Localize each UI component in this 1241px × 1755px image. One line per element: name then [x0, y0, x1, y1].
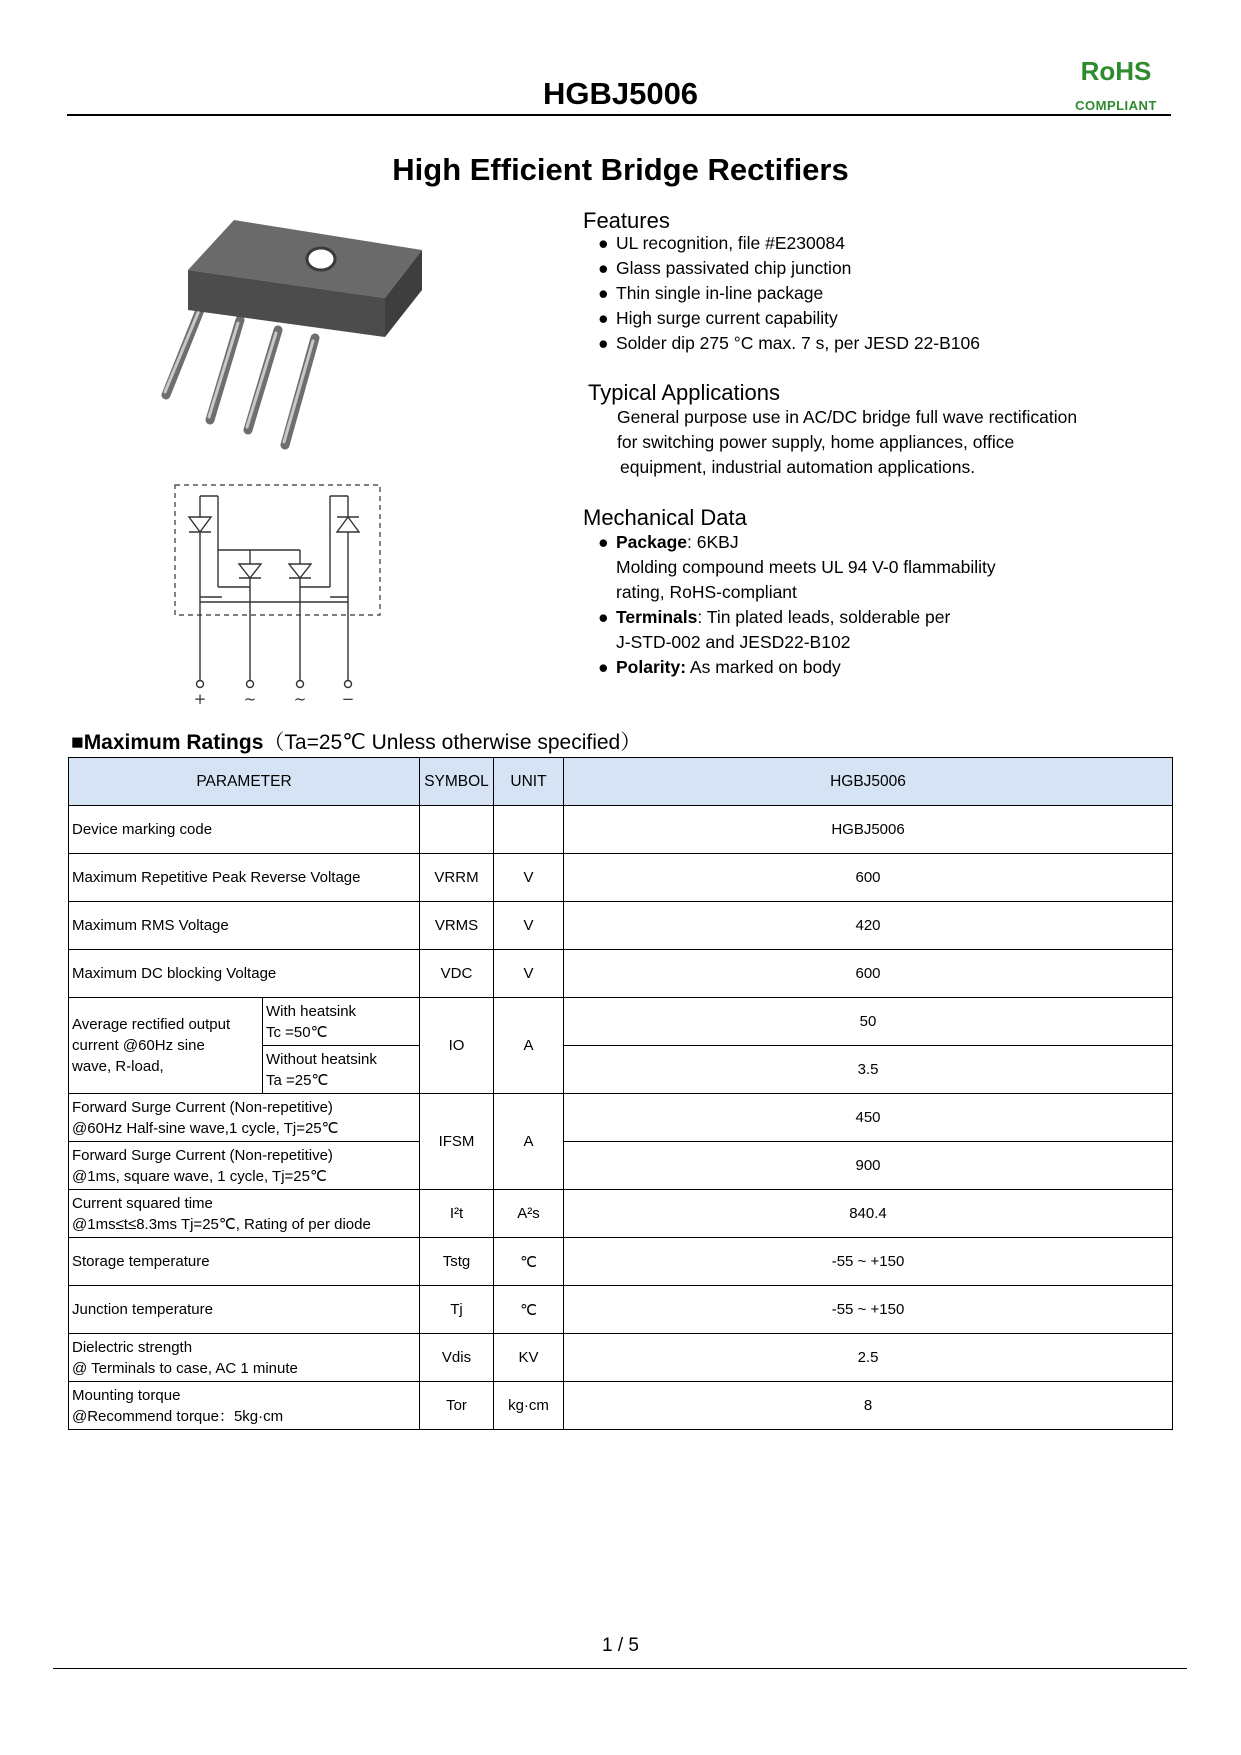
feature-item: ● High surge current capability [598, 308, 838, 328]
col-header-parameter: PARAMETER [69, 758, 420, 806]
header-part-number: HGBJ5006 [542, 76, 699, 111]
pin-label-ac1: ~ [243, 690, 257, 707]
pin-label-plus: + [193, 690, 207, 707]
table-row: Storage temperature Tstg ℃ -55 ~ +150 [69, 1238, 1173, 1286]
table-row: Average rectified output current @60Hz sine wave, R-load, With heatsink Tc =50℃ IO A 50 [69, 998, 1173, 1046]
col-header-symbol: SYMBOL [420, 758, 494, 806]
table-row: Maximum RMS Voltage VRMS V 420 [69, 902, 1173, 950]
mechanical-heading: Mechanical Data [583, 505, 747, 530]
table-row: Forward Surge Current (Non-repetitive) @1ms, square wave, 1 cycle, Tj=25℃ 900 [69, 1142, 1173, 1190]
table-row: Device marking code HGBJ5006 [69, 806, 1173, 854]
document-title: High Efficient Bridge Rectifiers [392, 152, 849, 187]
mechanical-list: ● Package: 6KBJ Molding compound meets UL 94 V-0 flammability rating, RoHS-compliant ● Terminals: Tin plated leads, solderable per J-STD-002 and JESD22-B102 ● Polarity: As marked on body [598, 532, 996, 677]
table-row: Current squared time @1ms≤t≤8.3ms Tj=25℃, Rating of per diode I²t A²s 840.4 [69, 1190, 1173, 1238]
table-row: Forward Surge Current (Non-repetitive) @60Hz Half-sine wave,1 cycle, Tj=25℃ IFSM A 450 [69, 1094, 1173, 1142]
col-header-value: HGBJ5006 [564, 758, 1173, 806]
header-rule [67, 114, 1171, 116]
rohs-compliant-label: COMPLIANT [1075, 98, 1157, 113]
package-image [150, 210, 440, 460]
footer-rule [53, 1668, 1187, 1669]
feature-item: ● Solder dip 275 °C max. 7 s, per JESD 22-B106 [598, 333, 980, 353]
applications-heading: Typical Applications [588, 380, 780, 405]
table-row: Dielectric strength @ Terminals to case, AC 1 minute Vdis KV 2.5 [69, 1334, 1173, 1382]
max-ratings-table [68, 757, 1173, 1430]
table-row: Mounting torque @Recommend torque：5kg·cm Tor kg·cm 8 [69, 1382, 1173, 1430]
features-heading: Features [583, 208, 670, 233]
applications-text: General purpose use in AC/DC bridge full wave rectification for switching power supply, home appliances, office equipment, industrial automation applications. [617, 407, 1078, 477]
table-header-row [69, 758, 1173, 806]
features-list [598, 231, 980, 356]
ratings-heading: ■Maximum Ratings（Ta=25℃ Unless otherwise specified） [71, 731, 642, 754]
table-row: Without heatsink Ta =25℃ 3.5 [69, 1046, 1173, 1094]
table-row: Junction temperature Tj ℃ -55 ~ +150 [69, 1286, 1173, 1334]
col-header-unit: UNIT [494, 758, 564, 806]
bridge-schematic [170, 482, 390, 707]
rohs-logo: RoHS [1080, 56, 1152, 86]
feature-item: ● Glass passivated chip junction [598, 258, 852, 278]
feature-item: ● Thin single in-line package [598, 283, 824, 303]
table-row: Maximum Repetitive Peak Reverse Voltage VRRM V 600 [69, 854, 1173, 902]
pin-label-ac2: ~ [293, 690, 307, 707]
feature-item: ● UL recognition, file #E230084 [598, 233, 845, 253]
pin-label-minus: − [341, 690, 355, 707]
table-row: Maximum DC blocking Voltage VDC V 600 [69, 950, 1173, 998]
page-number: 1 / 5 [602, 1635, 639, 1656]
